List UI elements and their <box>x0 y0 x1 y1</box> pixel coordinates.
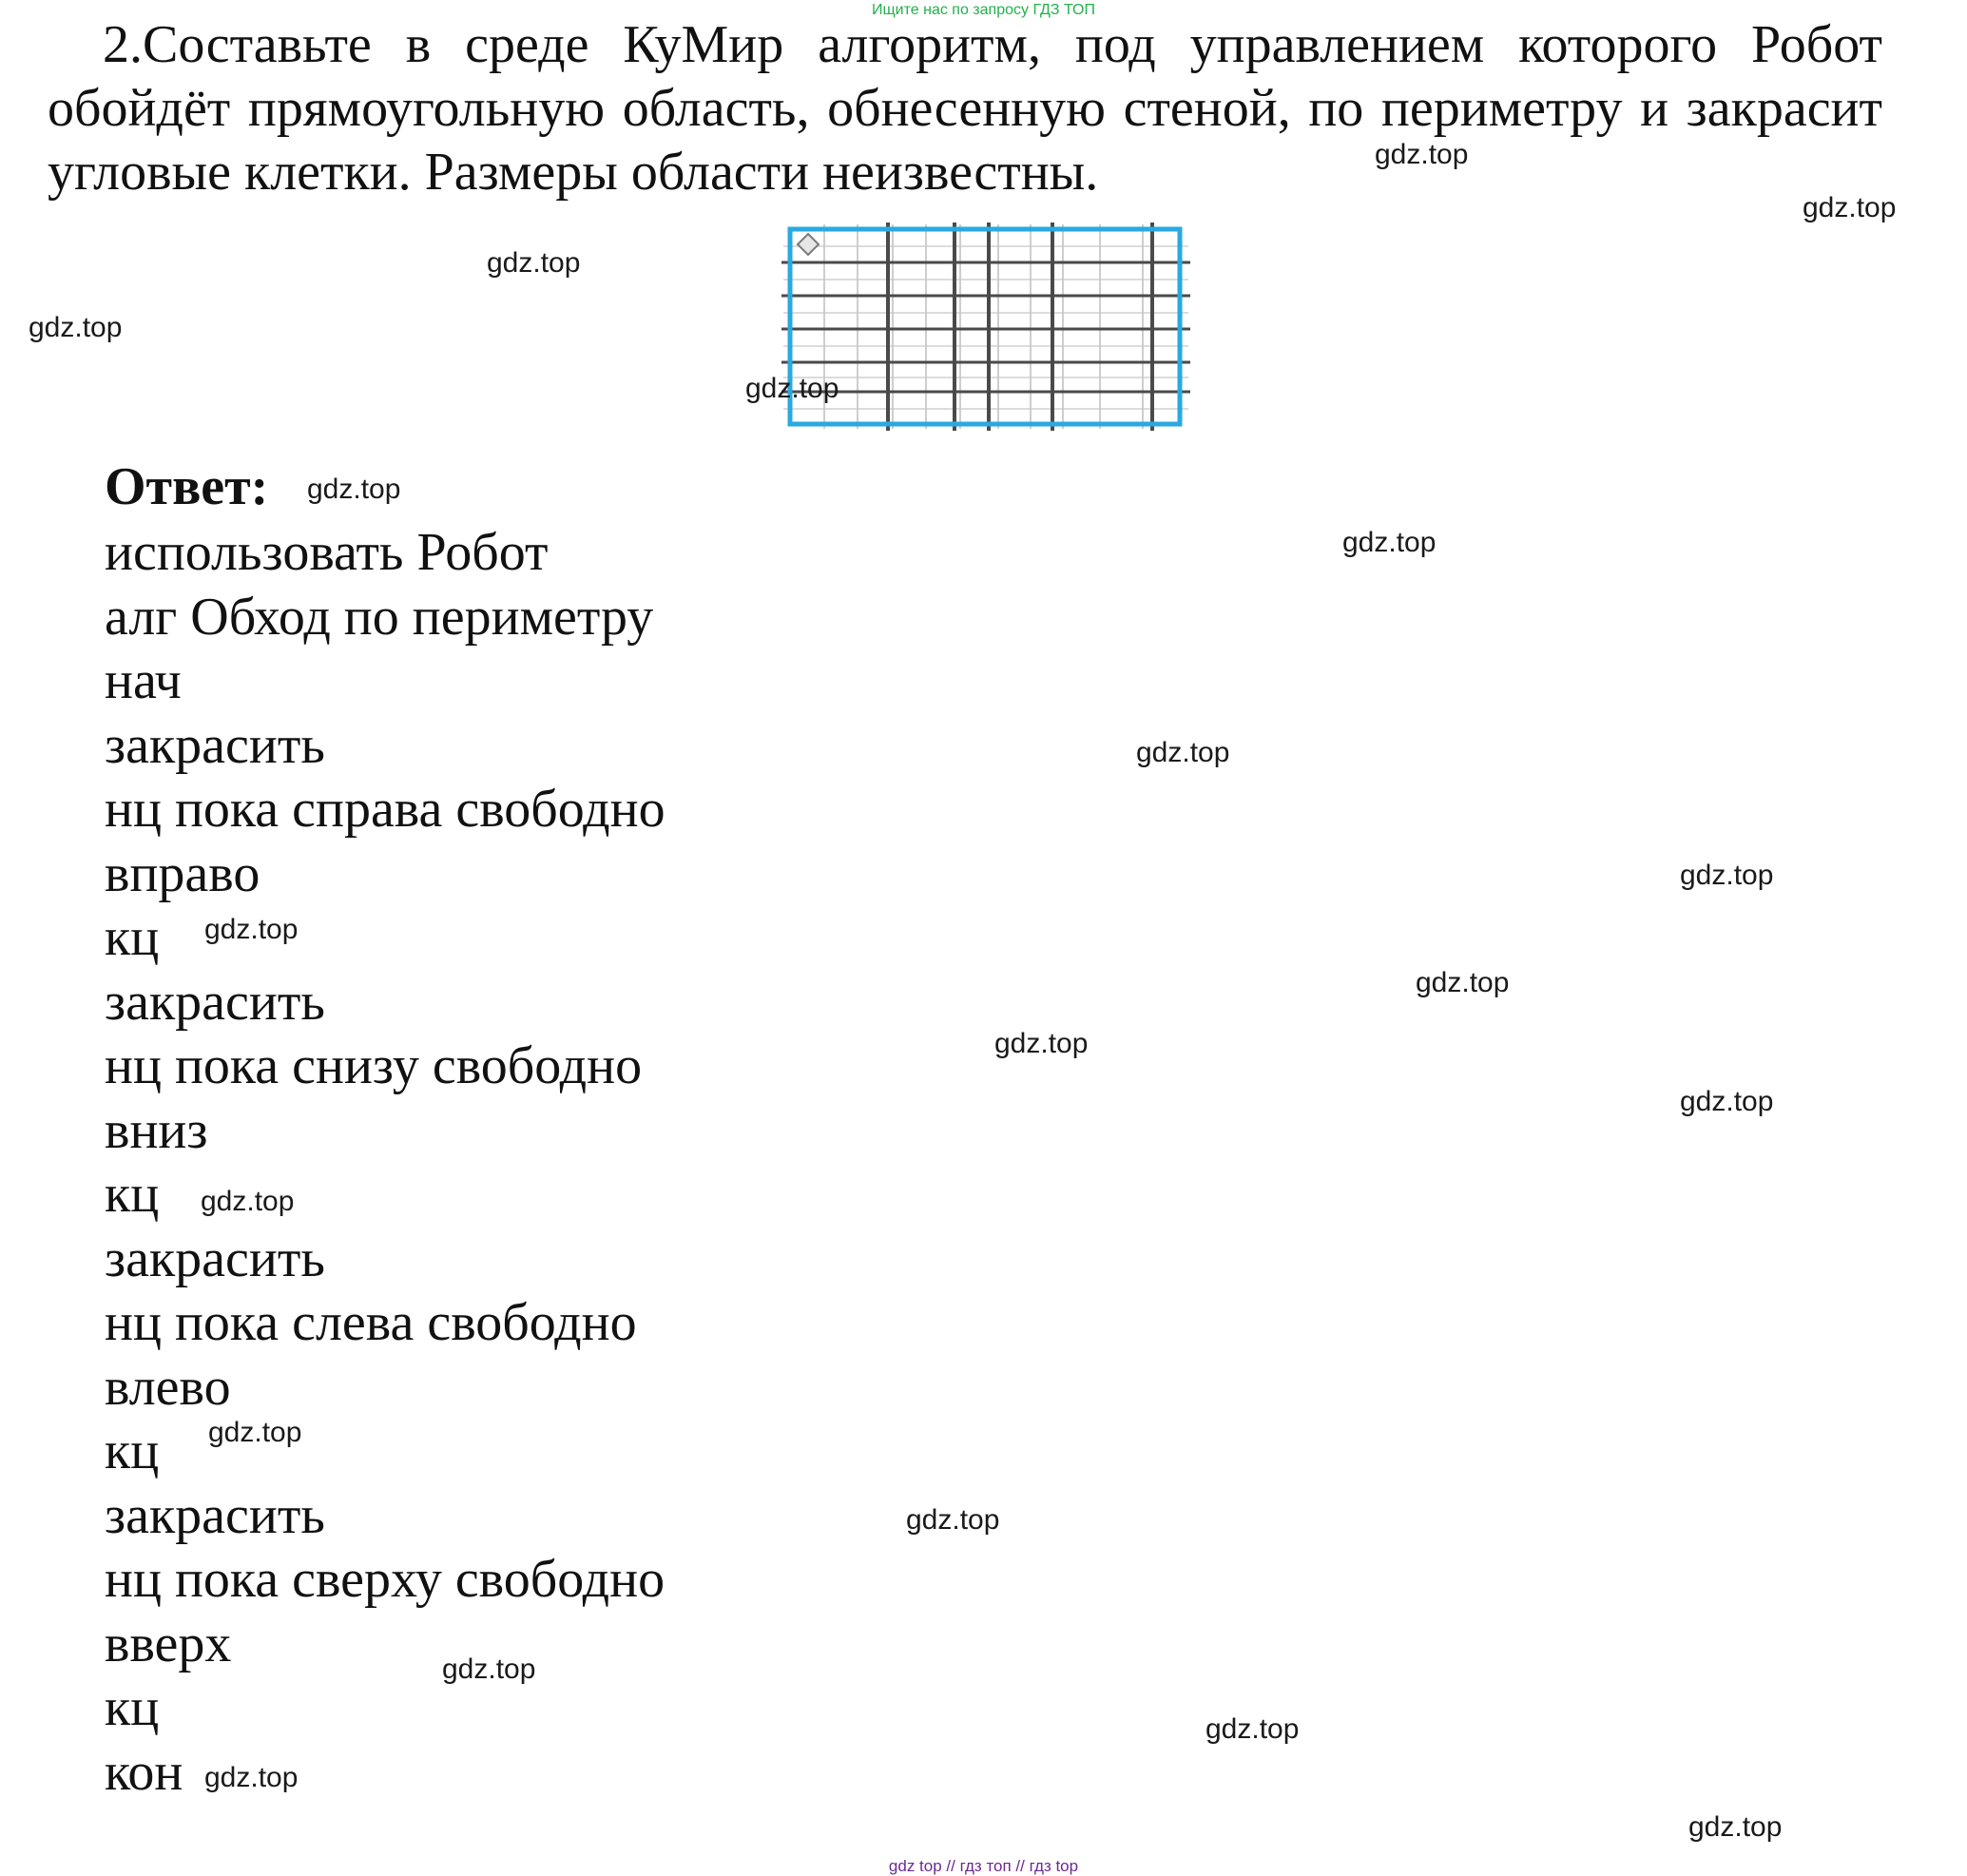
code-line: нц пока снизу свободно <box>105 1036 643 1095</box>
watermark: gdz.top <box>1375 139 1469 170</box>
watermark: gdz.top <box>1205 1713 1300 1745</box>
top-banner[interactable]: Ищите нас по запросу ГДЗ ТОП <box>872 2 1095 18</box>
code-line: закрасить <box>105 1485 325 1545</box>
watermark: gdz.top <box>745 373 839 404</box>
code-line: вправо <box>105 843 260 903</box>
code-line: кц <box>105 1165 160 1224</box>
grid-thin-lines <box>783 224 1188 429</box>
watermark: gdz.top <box>1688 1811 1783 1843</box>
code-line: кон <box>105 1742 183 1802</box>
code-line: нц пока сверху свободно <box>105 1550 665 1609</box>
robot-field-figure <box>781 222 1190 432</box>
footer-links[interactable]: gdz top // гдз топ // гдз top <box>888 1857 1079 1875</box>
watermark: gdz.top <box>1680 1086 1774 1117</box>
watermark: gdz.top <box>487 247 581 279</box>
watermark: gdz.top <box>1680 860 1774 891</box>
watermark: gdz.top <box>201 1186 295 1217</box>
watermark: gdz.top <box>1803 192 1897 223</box>
algorithm-code <box>105 521 665 1805</box>
code-line: закрасить <box>105 972 325 1032</box>
code-line: кц <box>105 908 160 967</box>
code-line: нач <box>105 651 182 710</box>
code-line: нц пока справа свободно <box>105 780 665 839</box>
watermark: gdz.top <box>442 1654 536 1685</box>
watermark: gdz.top <box>204 1762 299 1793</box>
code-line: алг Обход по периметру <box>105 587 654 647</box>
watermark: gdz.top <box>208 1417 302 1448</box>
code-line: кц <box>105 1422 160 1480</box>
code-line: нц пока слева свободно <box>105 1293 637 1352</box>
code-line: закрасить <box>105 715 325 775</box>
robot-field-grid <box>781 222 1190 432</box>
watermark: gdz.top <box>1136 737 1230 768</box>
watermark: gdz.top <box>29 312 123 343</box>
watermark: gdz.top <box>1416 967 1510 998</box>
task-text: 2.Составьте в среде КуМир алгоритм, под управлением которого Робот обойдёт прямоугольную область, обнесенную стеной, по периметру и закрасит угловые клетки. Размеры области неизвестны. <box>48 15 1882 202</box>
code-line: вниз <box>105 1100 208 1160</box>
code-line: использовать Робот <box>105 523 549 582</box>
code-line: вверх <box>105 1614 232 1673</box>
answer-label: Ответ: <box>105 457 269 516</box>
code-line: кц <box>105 1678 160 1737</box>
task-statement <box>48 13 1882 204</box>
grid-thick-lines <box>781 222 1190 431</box>
wall-rectangle <box>790 229 1180 424</box>
watermark: gdz.top <box>307 474 401 505</box>
watermark: gdz.top <box>204 914 299 945</box>
watermark: gdz.top <box>906 1504 1000 1536</box>
code-line: влево <box>105 1357 231 1417</box>
robot-diamond-icon <box>798 234 819 255</box>
watermark: gdz.top <box>994 1028 1089 1059</box>
code-line: закрасить <box>105 1228 325 1288</box>
watermark: gdz.top <box>1342 527 1437 558</box>
